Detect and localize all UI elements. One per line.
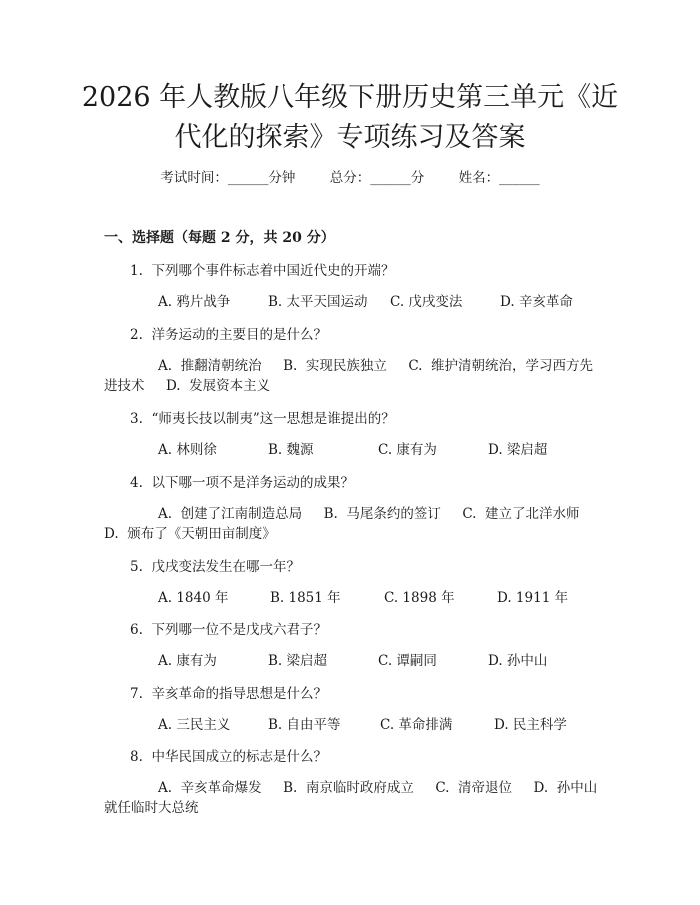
question-3-options [0,440,700,460]
question-5: 5. 戊戌变法发生在哪一年？ [130,559,300,575]
question-7-option-c: C. 革命排满 [380,717,453,733]
question-3-option-a: A. 林则徐 [158,442,217,458]
question-3-option-b: B. 魏源 [268,442,314,458]
question-3-option-c: C. 康有为 [378,442,437,458]
question-7-options [0,715,700,735]
exam-info: 考试时间：______分钟 总分：______分 姓名：______ [160,170,540,186]
question-8: 8. 中华民国成立的标志是什么？ [130,749,327,765]
question-5-option-d: D. 1911 年 [497,590,569,606]
question-2: 2. 洋务运动的主要目的是什么？ [130,327,327,343]
question-4-options-line-1: A. 创建了江南制造总局 B. 马尾条约的签订 C. 建立了北洋水师 [158,506,580,522]
question-2-options-line-1: A. 推翻清朝统治 B. 实现民族独立 C. 维护清朝统治，学习西方先 [158,358,594,374]
question-6-option-b: B. 梁启超 [268,653,328,669]
question-6-option-a: A. 康有为 [158,653,217,669]
document-title-line-1: 2026 年人教版八年级下册历史第三单元《近 [81,82,619,113]
question-5-option-b: B. 1851 年 [270,590,341,606]
question-5-option-a: A. 1840 年 [158,590,229,606]
question-1: 1. 下列哪个事件标志着中国近代史的开端？ [130,263,395,279]
question-7-option-a: A. 三民主义 [158,717,231,733]
question-7: 7. 辛亥革命的指导思想是什么？ [130,686,327,702]
question-5-options [0,588,700,608]
question-4-options-line-2: D. 颁布了《天朝田亩制度》 [104,526,276,542]
question-2-options-line-2: 进技术 D. 发展资本主义 [104,378,271,394]
question-5-option-c: C. 1898 年 [384,590,455,606]
question-6-options [0,651,700,671]
document-title-line-2: 代化的探索》专项练习及答案 [174,122,526,153]
question-7-option-b: B. 自由平等 [268,717,341,733]
question-6-option-d: D. 孙中山 [488,653,548,669]
question-1-option-c: C. 戊戌变法 [390,294,463,310]
question-6-option-c: C. 谭嗣同 [378,653,437,669]
question-1-option-b: B. 太平天国运动 [268,294,368,310]
question-3-option-d: D. 梁启超 [488,442,548,458]
question-1-options [0,292,700,312]
question-7-option-d: D. 民主科学 [494,717,567,733]
question-3: 3. “师夷长技以制夷”这一思想是谁提出的？ [130,411,395,427]
question-8-options-line-2: 就任临时大总统 [104,800,199,816]
question-8-options-line-1: A. 辛亥革命爆发 B. 南京临时政府成立 C. 清帝退位 D. 孙中山 [158,780,598,796]
question-4: 4. 以下哪一项不是洋务运动的成果？ [130,475,354,491]
question-6: 6. 下列哪一位不是戊戌六君子？ [130,622,327,638]
question-1-option-a: A. 鸦片战争 [158,294,231,310]
question-1-option-d: D. 辛亥革命 [500,294,573,310]
section-title: 一、选择题（每题 2 分，共 20 分） [104,230,335,246]
